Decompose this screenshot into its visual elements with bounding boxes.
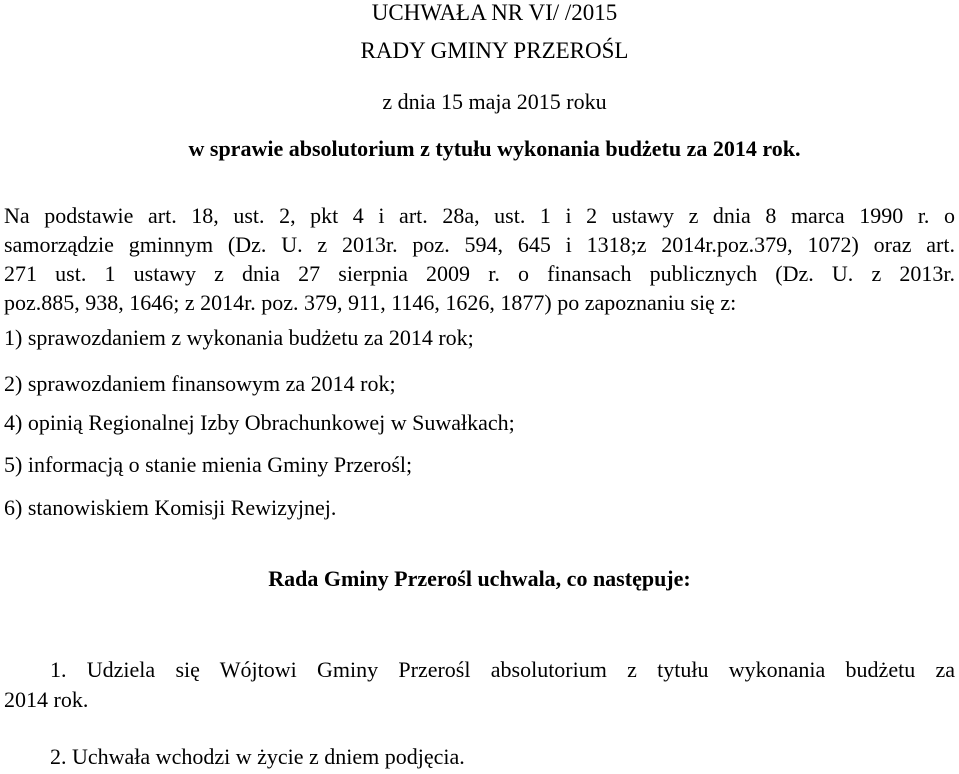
resolution-number: UCHWAŁA NR VI/ /2015 [371,0,618,25]
resolution-heading: Rada Gminy Przerośl uchwala, co następuje: [268,566,691,591]
list-item: 6) stanowiskiem Komisji Rewizyjnej. [4,495,337,520]
preamble [4,201,955,317]
list-item: 1) sprawozdaniem z wykonania budżetu za 2014 rok; [4,325,474,350]
resolution-date: z dnia 15 maja 2015 roku [382,89,607,114]
list-item: 2) sprawozdaniem finansowym za 2014 rok; [4,371,396,396]
list-item: 4) opinią Regionalnej Izby Obrachunkowej w Suwałkach; [4,410,515,435]
council-name: RADY GMINY PRZEROŚL [360,38,629,63]
list-item: 5) informacją o stanie mienia Gminy Przerośl; [4,452,413,477]
preamble-line: 271 ust. 1 ustawy z dnia 27 sierpnia 2009 r. o finansach publicznych (Dz. U. z 2013r. [4,261,955,286]
preamble-line: samorządzie gminnym (Dz. U. z 2013r. poz. 594, 645 i 1318;z 2014r.poz.379, 1072) oraz art. [4,232,955,257]
preamble-line: Na podstawie art. 18, ust. 2, pkt 4 i art. 28a, ust. 1 i 2 ustawy z dnia 8 marca 1990 r. o [4,203,955,228]
section-1-line-1: 1. Udziela się Wójtowi Gminy Przerośl absolutorium z tytułu wykonania budżetu za [50,657,955,682]
section-2: 2. Uchwała wchodzi w życie z dniem podjęcia. [50,744,465,769]
section-1-line-2: 2014 rok. [4,687,89,712]
resolution-subject: w sprawie absolutorium z tytułu wykonania budżetu za 2014 rok. [188,136,801,161]
preamble-line: poz.885, 938, 1646; z 2014r. poz. 379, 911, 1146, 1626, 1877) po zapoznaniu się z: [4,290,737,315]
